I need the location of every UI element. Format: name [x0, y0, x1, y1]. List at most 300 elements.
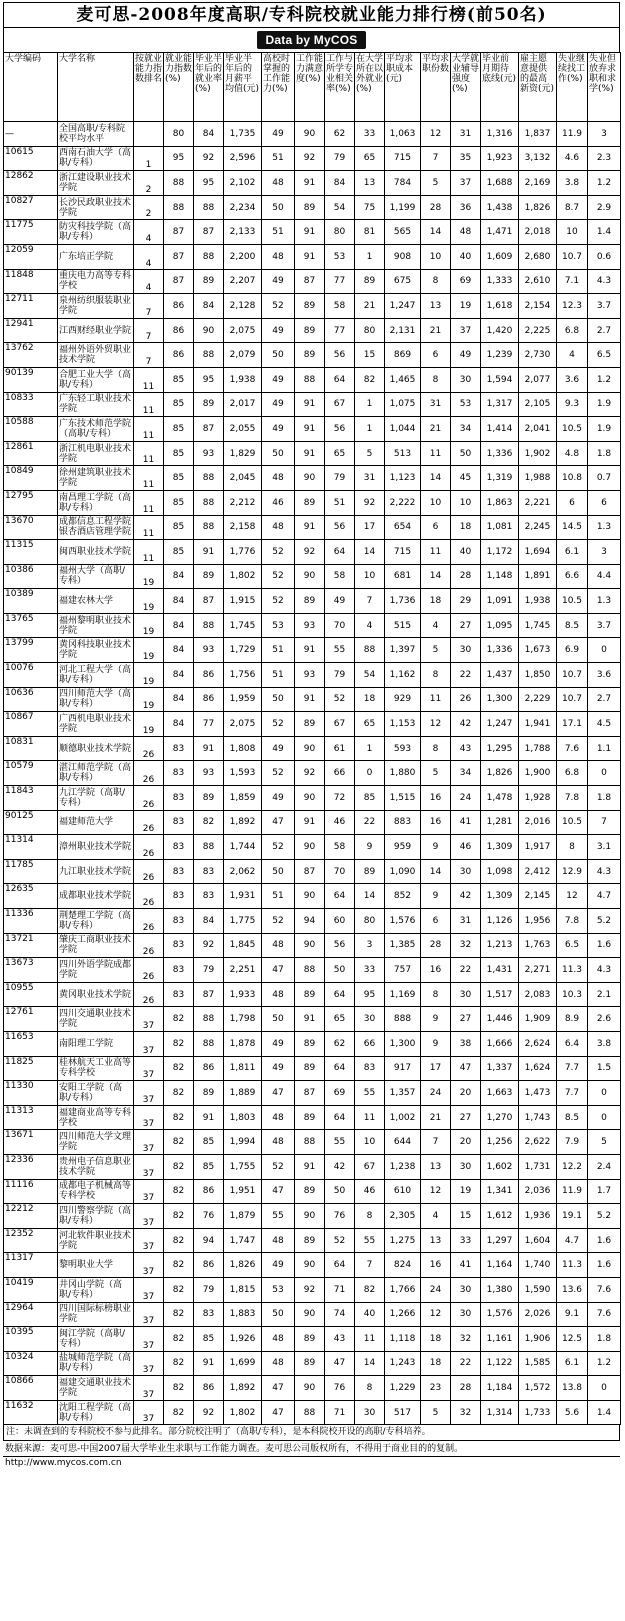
cell-major-relevance: 79 [325, 663, 355, 688]
cell-unemployed-study: 1.6 [588, 1253, 621, 1278]
cell-counseling: 34 [451, 761, 481, 786]
cell-ability-satisfaction: 93 [295, 613, 325, 638]
cell-job-cost: 1,238 [385, 1154, 421, 1179]
cell-job-cost: 1,090 [385, 859, 421, 884]
cell-unemployed-working: 5.6 [557, 1400, 588, 1425]
cell-ability-satisfaction: 89 [295, 343, 325, 368]
cell-unemployed-study: 5 [588, 1130, 621, 1155]
cell-name: 四川警察学院（高职/专科） [58, 1204, 134, 1229]
table-row [4, 638, 621, 663]
cell-expected-salary: 1,297 [481, 1228, 519, 1253]
ranking-table [3, 52, 621, 1425]
cell-employment: 82 [194, 810, 224, 835]
cell-salary: 1,745 [224, 613, 262, 638]
cell-rank: 2 [134, 195, 164, 220]
cell-work-ability: 48 [262, 171, 295, 196]
cell-out-of-province: 8 [355, 1376, 385, 1401]
cell-expected-salary: 1,688 [481, 171, 519, 196]
cell-unemployed-working: 8 [557, 835, 588, 860]
cell-counseling: 10 [451, 490, 481, 515]
cell-employer-salary: 1,917 [519, 835, 557, 860]
table-row [4, 367, 621, 392]
cell-out-of-province: 33 [355, 122, 385, 147]
cell-work-ability: 47 [262, 1179, 295, 1204]
cell-counseling: 45 [451, 466, 481, 491]
table-row [4, 1056, 621, 1081]
cell-employment: 91 [194, 736, 224, 761]
header-ability-satisfaction: 工作能力满意度(%) [295, 53, 325, 122]
cell-employer-salary: 2,271 [519, 958, 557, 983]
cell-index: 86 [164, 343, 194, 368]
cell-out-of-province: 55 [355, 1081, 385, 1106]
cell-code: 10866 [4, 1376, 58, 1401]
cell-unemployed-study: 3.7 [588, 613, 621, 638]
cell-employment: 86 [194, 1376, 224, 1401]
cell-resume-count: 14 [421, 466, 451, 491]
cell-rank: 11 [134, 515, 164, 540]
cell-resume-count: 8 [421, 736, 451, 761]
cell-major-relevance: 84 [325, 171, 355, 196]
cell-rank: 37 [134, 1204, 164, 1229]
cell-salary: 1,744 [224, 835, 262, 860]
cell-salary: 2,200 [224, 244, 262, 269]
cell-unemployed-working: 4 [557, 343, 588, 368]
cell-unemployed-study: 2.7 [588, 318, 621, 343]
cell-major-relevance: 71 [325, 1400, 355, 1425]
cell-expected-salary: 1,184 [481, 1376, 519, 1401]
cell-counseling: 40 [451, 540, 481, 565]
cell-employment: 87 [194, 982, 224, 1007]
cell-name: 九江学院（高职/专科） [58, 786, 134, 811]
cell-code: 11336 [4, 909, 58, 934]
cell-index: 82 [164, 1351, 194, 1376]
cell-out-of-province: 15 [355, 343, 385, 368]
cell-counseling: 27 [451, 613, 481, 638]
table-body [4, 122, 621, 1425]
cell-job-cost: 681 [385, 564, 421, 589]
table-row [4, 1081, 621, 1106]
cell-expected-salary: 1,612 [481, 1204, 519, 1229]
cell-index: 83 [164, 835, 194, 860]
cell-out-of-province: 82 [355, 367, 385, 392]
cell-counseling: 22 [451, 958, 481, 983]
cell-counseling: 50 [451, 441, 481, 466]
brand-bar [3, 27, 620, 52]
cell-salary: 1,808 [224, 736, 262, 761]
cell-counseling: 27 [451, 1007, 481, 1032]
cell-code: 11314 [4, 835, 58, 860]
cell-work-ability: 48 [262, 1105, 295, 1130]
cell-name: 成都电子机械高等专科学校 [58, 1179, 134, 1204]
cell-code: 12336 [4, 1154, 58, 1179]
cell-unemployed-working: 7.9 [557, 1130, 588, 1155]
cell-index: 85 [164, 540, 194, 565]
cell-job-cost: 565 [385, 220, 421, 245]
cell-employer-salary: 1,604 [519, 1228, 557, 1253]
cell-unemployed-study: 5.2 [588, 1204, 621, 1229]
cell-out-of-province: 83 [355, 1056, 385, 1081]
cell-employment: 83 [194, 884, 224, 909]
cell-name: 南阳理工学院 [58, 1031, 134, 1056]
cell-unemployed-working: 6.6 [557, 564, 588, 589]
cell-name: 黎明职业大学 [58, 1253, 134, 1278]
cell-index: 82 [164, 1253, 194, 1278]
cell-index: 88 [164, 195, 194, 220]
cell-index: 83 [164, 884, 194, 909]
cell-counseling: 53 [451, 392, 481, 417]
cell-code: 10955 [4, 982, 58, 1007]
cell-job-cost: 654 [385, 515, 421, 540]
cell-code: 10389 [4, 589, 58, 614]
cell-out-of-province: 14 [355, 1351, 385, 1376]
cell-unemployed-study: 4.3 [588, 269, 621, 294]
cell-ability-satisfaction: 90 [295, 466, 325, 491]
cell-expected-salary: 1,314 [481, 1400, 519, 1425]
cell-expected-salary: 1,148 [481, 564, 519, 589]
cell-name: 黄冈科技职业技术学院 [58, 638, 134, 663]
table-row [4, 220, 621, 245]
cell-job-cost: 883 [385, 810, 421, 835]
cell-out-of-province: 10 [355, 1130, 385, 1155]
cell-job-cost: 1,229 [385, 1376, 421, 1401]
cell-unemployed-working: 11.3 [557, 1253, 588, 1278]
cell-unemployed-study: 0 [588, 638, 621, 663]
cell-employer-salary: 1,590 [519, 1277, 557, 1302]
cell-work-ability: 49 [262, 1253, 295, 1278]
cell-employment: 88 [194, 1031, 224, 1056]
cell-name: 闽江学院（高职/专科） [58, 1327, 134, 1352]
cell-out-of-province: 5 [355, 441, 385, 466]
cell-major-relevance: 65 [325, 441, 355, 466]
cell-name: 河北软件职业技术学院 [58, 1228, 134, 1253]
cell-index: 85 [164, 367, 194, 392]
cell-unemployed-study: 1.2 [588, 367, 621, 392]
cell-ability-satisfaction: 87 [295, 269, 325, 294]
cell-unemployed-working: 8.5 [557, 1105, 588, 1130]
cell-resume-count: 9 [421, 884, 451, 909]
header-rank: 按就业能力指数排名 [134, 53, 164, 122]
cell-ability-satisfaction: 92 [295, 1277, 325, 1302]
header-work-ability: 高校时掌握的工作能力(%) [262, 53, 295, 122]
cell-salary: 2,596 [224, 146, 262, 171]
cell-counseling: 30 [451, 367, 481, 392]
cell-employer-salary: 1,473 [519, 1081, 557, 1106]
cell-name: 闽西职业技术学院 [58, 540, 134, 565]
cell-resume-count: 16 [421, 1253, 451, 1278]
cell-ability-satisfaction: 89 [295, 1179, 325, 1204]
cell-major-relevance: 70 [325, 613, 355, 638]
cell-unemployed-working: 6.1 [557, 1351, 588, 1376]
cell-rank: 37 [134, 1179, 164, 1204]
cell-code: 10386 [4, 564, 58, 589]
cell-resume-count: 4 [421, 613, 451, 638]
ranking-document [3, 2, 620, 1470]
cell-unemployed-study: 4.3 [588, 859, 621, 884]
table-row [4, 909, 621, 934]
cell-expected-salary: 1,602 [481, 1154, 519, 1179]
cell-counseling: 32 [451, 1400, 481, 1425]
cell-major-relevance: 77 [325, 269, 355, 294]
cell-unemployed-working: 11.9 [557, 122, 588, 147]
cell-out-of-province: 18 [355, 687, 385, 712]
cell-work-ability: 51 [262, 884, 295, 909]
cell-out-of-province: 66 [355, 1031, 385, 1056]
cell-unemployed-study: 2.3 [588, 146, 621, 171]
cell-employment: 85 [194, 1154, 224, 1179]
cell-unemployed-study: 0 [588, 1376, 621, 1401]
cell-employment: 88 [194, 244, 224, 269]
cell-resume-count: 23 [421, 1376, 451, 1401]
cell-name: 浙江机电职业技术学院 [58, 441, 134, 466]
cell-index: 82 [164, 1031, 194, 1056]
table-row [4, 1130, 621, 1155]
cell-name: 广东轻工职业技术学院 [58, 392, 134, 417]
cell-ability-satisfaction: 91 [295, 417, 325, 442]
cell-expected-salary: 1,239 [481, 343, 519, 368]
cell-out-of-province: 1 [355, 244, 385, 269]
table-row [4, 1007, 621, 1032]
cell-ability-satisfaction: 88 [295, 1130, 325, 1155]
cell-index: 84 [164, 564, 194, 589]
cell-rank: 26 [134, 884, 164, 909]
table-row [4, 859, 621, 884]
cell-out-of-province: 22 [355, 810, 385, 835]
cell-counseling: 35 [451, 146, 481, 171]
cell-rank: 11 [134, 540, 164, 565]
cell-work-ability: 49 [262, 318, 295, 343]
cell-counseling: 30 [451, 1302, 481, 1327]
cell-employer-salary: 1,837 [519, 122, 557, 147]
cell-unemployed-study: 1.4 [588, 1400, 621, 1425]
cell-unemployed-working: 11.3 [557, 958, 588, 983]
cell-salary: 2,102 [224, 171, 262, 196]
cell-name: 四川师范大学文理学院 [58, 1130, 134, 1155]
cell-index: 87 [164, 244, 194, 269]
cell-resume-count: 17 [421, 1056, 451, 1081]
cell-employer-salary: 2,026 [519, 1302, 557, 1327]
cell-unemployed-working: 12.5 [557, 1327, 588, 1352]
cell-job-cost: 824 [385, 1253, 421, 1278]
cell-rank: 19 [134, 613, 164, 638]
cell-name: 安阳工学院（高职/专科） [58, 1081, 134, 1106]
cell-counseling: 20 [451, 1130, 481, 1155]
cell-unemployed-study: 1.3 [588, 515, 621, 540]
cell-employment: 86 [194, 687, 224, 712]
cell-out-of-province: 54 [355, 663, 385, 688]
cell-out-of-province: 92 [355, 490, 385, 515]
cell-counseling: 42 [451, 884, 481, 909]
cell-work-ability: 49 [262, 122, 295, 147]
cell-ability-satisfaction: 89 [295, 1031, 325, 1056]
cell-index: 85 [164, 417, 194, 442]
cell-code: 12795 [4, 490, 58, 515]
cell-resume-count: 5 [421, 171, 451, 196]
cell-rank: 19 [134, 687, 164, 712]
cell-ability-satisfaction: 89 [295, 1105, 325, 1130]
cell-index: 83 [164, 859, 194, 884]
cell-salary: 1,729 [224, 638, 262, 663]
cell-major-relevance: 58 [325, 835, 355, 860]
cell-ability-satisfaction: 89 [295, 1351, 325, 1376]
cell-counseling: 31 [451, 909, 481, 934]
cell-employment: 88 [194, 613, 224, 638]
cell-ability-satisfaction: 90 [295, 736, 325, 761]
cell-unemployed-study: 1.6 [588, 933, 621, 958]
cell-code: 11825 [4, 1056, 58, 1081]
cell-index: 83 [164, 761, 194, 786]
cell-code: 10849 [4, 466, 58, 491]
header-employer-salary: 雇主愿意提供的最高新资(元) [519, 53, 557, 122]
cell-index: 84 [164, 613, 194, 638]
cell-code: 11632 [4, 1400, 58, 1425]
cell-employment: 86 [194, 1056, 224, 1081]
cell-name: 九江职业技术学院 [58, 859, 134, 884]
cell-name: 贵州电子信息职业技术学院 [58, 1154, 134, 1179]
cell-employer-salary: 1,891 [519, 564, 557, 589]
cell-rank: 37 [134, 1130, 164, 1155]
cell-employment: 89 [194, 564, 224, 589]
cell-unemployed-study: 0 [588, 1105, 621, 1130]
cell-code: 12862 [4, 171, 58, 196]
cell-work-ability: 51 [262, 663, 295, 688]
cell-unemployed-working: 10.7 [557, 687, 588, 712]
cell-unemployed-study: 6 [588, 490, 621, 515]
cell-major-relevance: 49 [325, 589, 355, 614]
cell-unemployed-working: 8.9 [557, 1007, 588, 1032]
cell-index: 82 [164, 1007, 194, 1032]
cell-employer-salary: 2,036 [519, 1179, 557, 1204]
cell-rank: 26 [134, 736, 164, 761]
cell-counseling: 46 [451, 835, 481, 860]
cell-expected-salary: 1,161 [481, 1327, 519, 1352]
cell-unemployed-working: 6 [557, 490, 588, 515]
cell-job-cost: 1,002 [385, 1105, 421, 1130]
cell-major-relevance: 58 [325, 564, 355, 589]
cell-expected-salary: 1,126 [481, 909, 519, 934]
cell-code: 12212 [4, 1204, 58, 1229]
cell-expected-salary: 1,213 [481, 933, 519, 958]
cell-counseling: 41 [451, 1253, 481, 1278]
cell-major-relevance: 77 [325, 318, 355, 343]
cell-salary: 2,062 [224, 859, 262, 884]
cell-name: 四川交通职业技术学院 [58, 1007, 134, 1032]
cell-out-of-province: 82 [355, 1277, 385, 1302]
cell-job-cost: 1,880 [385, 761, 421, 786]
cell-resume-count: 21 [421, 417, 451, 442]
cell-ability-satisfaction: 91 [295, 810, 325, 835]
cell-resume-count: 7 [421, 146, 451, 171]
cell-rank: 19 [134, 712, 164, 737]
cell-rank: 19 [134, 589, 164, 614]
cell-expected-salary: 1,609 [481, 244, 519, 269]
cell-unemployed-study: 1.2 [588, 1351, 621, 1376]
cell-job-cost: 517 [385, 1400, 421, 1425]
cell-rank: 7 [134, 318, 164, 343]
header-salary: 毕业半年后的月薪平均值(元) [224, 53, 262, 122]
cell-expected-salary: 1,336 [481, 638, 519, 663]
cell-out-of-province: 95 [355, 982, 385, 1007]
cell-resume-count: 21 [421, 318, 451, 343]
cell-index: 95 [164, 146, 194, 171]
header-code: 大学编码 [4, 53, 58, 122]
cell-rank: 26 [134, 859, 164, 884]
cell-out-of-province: 46 [355, 1179, 385, 1204]
cell-resume-count: 9 [421, 1031, 451, 1056]
table-row [4, 835, 621, 860]
cell-work-ability: 47 [262, 1400, 295, 1425]
cell-work-ability: 48 [262, 515, 295, 540]
cell-major-relevance: 64 [325, 367, 355, 392]
cell-employer-salary: 2,016 [519, 810, 557, 835]
cell-name: 徐州建筑职业技术学院 [58, 466, 134, 491]
table-row [4, 958, 621, 983]
cell-salary: 1,775 [224, 909, 262, 934]
header-unemployed-study: 失业但放弃求职和求学(%) [588, 53, 621, 122]
cell-employment: 95 [194, 171, 224, 196]
cell-out-of-province: 17 [355, 515, 385, 540]
cell-employment: 83 [194, 859, 224, 884]
cell-employer-salary: 2,245 [519, 515, 557, 540]
cell-expected-salary: 1,438 [481, 195, 519, 220]
header-job-cost: 平均求职成本(元) [385, 53, 421, 122]
cell-code: 12635 [4, 884, 58, 909]
cell-out-of-province: 0 [355, 761, 385, 786]
cell-expected-salary: 1,172 [481, 540, 519, 565]
cell-employment: 93 [194, 638, 224, 663]
cell-major-relevance: 80 [325, 220, 355, 245]
cell-salary: 1,803 [224, 1105, 262, 1130]
cell-job-cost: 1,247 [385, 294, 421, 319]
cell-index: 83 [164, 909, 194, 934]
cell-employment: 92 [194, 933, 224, 958]
cell-job-cost: 1,465 [385, 367, 421, 392]
cell-job-cost: 1,397 [385, 638, 421, 663]
cell-rank: 37 [134, 1400, 164, 1425]
cell-job-cost: 888 [385, 1007, 421, 1032]
cell-salary: 1,959 [224, 687, 262, 712]
cell-resume-count: 5 [421, 638, 451, 663]
cell-resume-count: 14 [421, 564, 451, 589]
cell-ability-satisfaction: 90 [295, 564, 325, 589]
footnote: 注：未调查到的专科院校不参与此排名。部分院校注明了（高职/专科），是本科院校开设的高职/专科培养。 [3, 1425, 620, 1441]
cell-work-ability: 48 [262, 466, 295, 491]
cell-job-cost: 929 [385, 687, 421, 712]
cell-resume-count: 9 [421, 835, 451, 860]
cell-work-ability: 52 [262, 294, 295, 319]
cell-code: 11848 [4, 269, 58, 294]
cell-code: 10831 [4, 736, 58, 761]
cell-major-relevance: 65 [325, 1007, 355, 1032]
cell-counseling: 30 [451, 1277, 481, 1302]
cell-index: 84 [164, 663, 194, 688]
cell-work-ability: 50 [262, 195, 295, 220]
cell-salary: 1,776 [224, 540, 262, 565]
cell-salary: 1,699 [224, 1351, 262, 1376]
table-row [4, 269, 621, 294]
cell-resume-count: 13 [421, 294, 451, 319]
cell-ability-satisfaction: 88 [295, 1400, 325, 1425]
cell-resume-count: 28 [421, 933, 451, 958]
cell-name: 桂林航天工业高等专科学校 [58, 1056, 134, 1081]
cell-ability-satisfaction: 91 [295, 1154, 325, 1179]
cell-employer-salary: 2,412 [519, 859, 557, 884]
cell-unemployed-study: 1.4 [588, 220, 621, 245]
cell-rank: 26 [134, 958, 164, 983]
cell-job-cost: 1,044 [385, 417, 421, 442]
cell-salary: 2,075 [224, 712, 262, 737]
cell-out-of-province: 65 [355, 712, 385, 737]
cell-name: 肇庆工商职业技术学院 [58, 933, 134, 958]
